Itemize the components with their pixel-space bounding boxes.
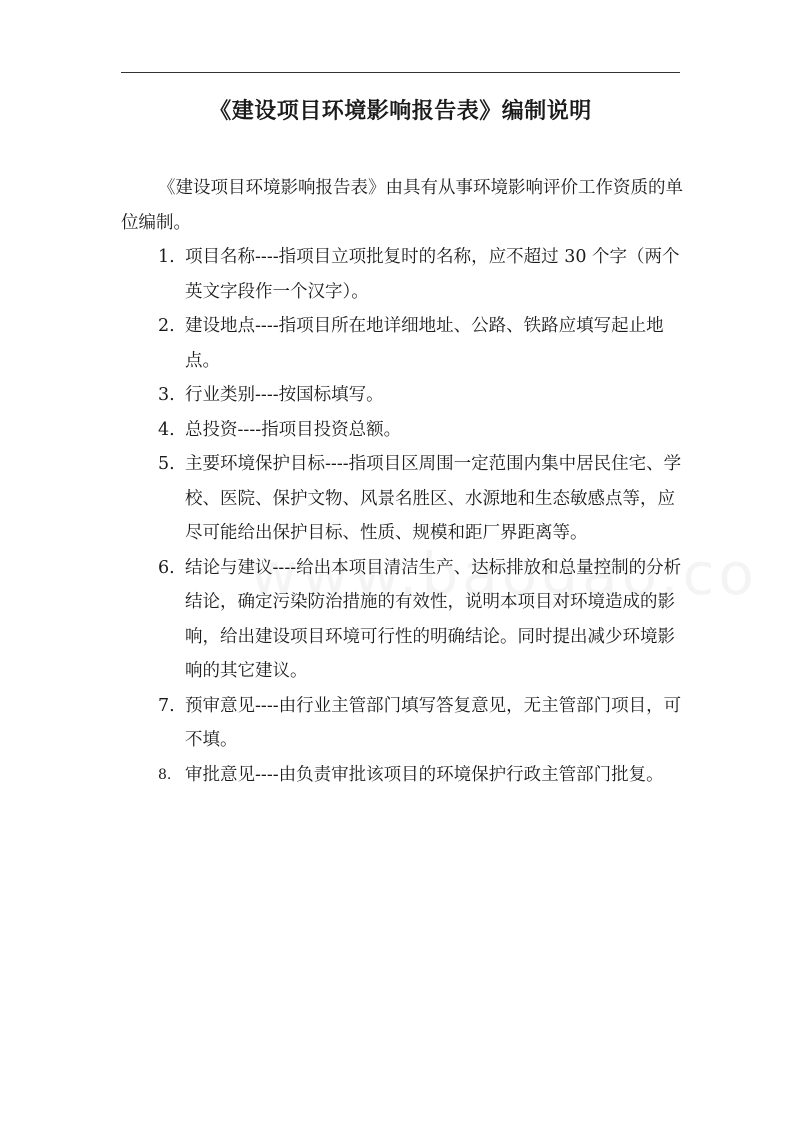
page-title: 《建设项目环境影响报告表》编制说明 <box>209 99 592 124</box>
list-item-number: 2. <box>158 316 175 336</box>
list-item-7 <box>121 689 683 758</box>
list-item-number: 3. <box>158 385 175 405</box>
list-item-number: 1. <box>158 247 175 267</box>
list-item-4 <box>121 413 683 448</box>
instruction-list <box>121 240 683 792</box>
list-item-text: 审批意见----由负责审批该项目的环境保护行政主管部门批复。 <box>185 764 664 785</box>
list-item-text: 预审意见----由行业主管部门填写答复意见，无主管部门项目，可不填。 <box>185 695 682 750</box>
header-rule <box>121 72 680 73</box>
list-item-number: 8. <box>158 766 172 783</box>
list-item-1 <box>121 240 683 309</box>
document-body <box>121 171 683 792</box>
list-item-number: 7. <box>158 695 175 716</box>
list-item-text: 行业类别----按国标填写。 <box>185 385 384 405</box>
list-item-text: 建设地点----指项目所在地详细地址、公路、铁路应填写起止地点。 <box>185 316 664 371</box>
list-item-6 <box>121 551 683 689</box>
list-item-8 <box>121 758 683 793</box>
list-item-text: 项目名称----指项目立项批复时的名称，应不超过 30 个字（两个英文字段作一个汉字）。 <box>185 247 680 302</box>
list-item-number: 6. <box>158 557 175 578</box>
list-item-number: 5. <box>158 454 175 474</box>
list-item-5 <box>121 447 683 551</box>
list-item-number: 4. <box>158 419 175 440</box>
list-item-text: 总投资----指项目投资总额。 <box>185 419 402 440</box>
list-item-text: 结论与建议----给出本项目清洁生产、达标排放和总量控制的分析结论，确定污染防治措施的有效性，说明本项目对环境造成的影响，给出建设项目环境可行性的明确结论。同时提出减少环境影响的其它建议。 <box>185 557 682 681</box>
list-item-2 <box>121 309 683 378</box>
list-item-text: 主要环境保护目标----指项目区周围一定范围内集中居民住宅、学校、医院、保护文物、风景名胜区、水源地和生态敏感点等，应尽可能给出保护目标、性质、规模和距厂界距离等。 <box>185 454 682 543</box>
intro-paragraph: 《建设项目环境影响报告表》由具有从事环境影响评价工作资质的单位编制。 <box>121 178 683 233</box>
list-item-3 <box>121 378 683 413</box>
